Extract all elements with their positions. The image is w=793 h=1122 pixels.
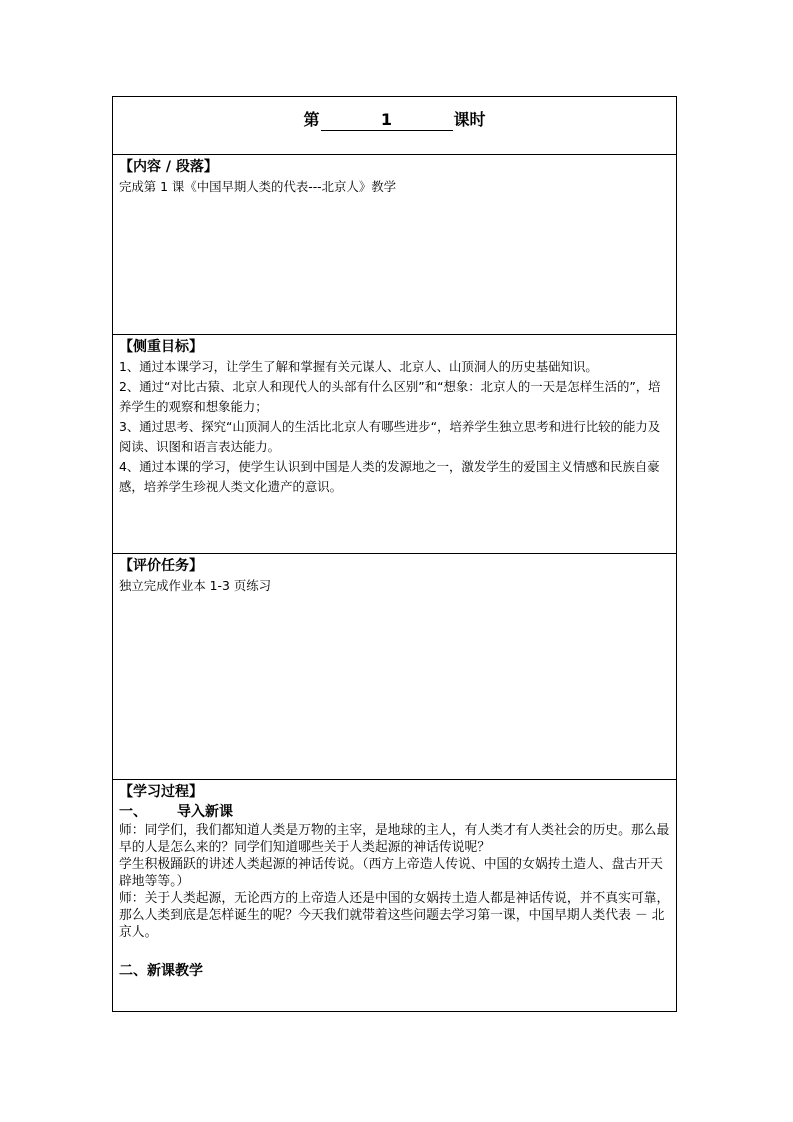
evaluation-row: [113, 554, 676, 780]
lesson-number: 1: [321, 110, 453, 131]
lesson-title: [113, 107, 676, 131]
title-prefix: 第: [303, 110, 320, 129]
process-paragraph: 师：关于人类起源，无论西方的上帝造人还是中国的女娲抟土造人都是神话传说，并不真实可靠，那么人类到底是怎样诞生的呢？今天我们就带着这些问题去学习第一课，中国早期人类代表 － 北京人。: [119, 891, 670, 940]
goal-item: 1、通过本课学习，让学生了解和掌握有关元谋人、北京人、山顶洞人的历史基础知识。: [119, 359, 598, 374]
content-text: 完成第 1 课《中国早期人类的代表---北京人》教学: [119, 179, 396, 194]
section-one-number: 一、: [119, 804, 147, 820]
spacer: [119, 941, 670, 961]
content-heading: 【内容 / 段落】: [119, 159, 218, 175]
section-one-heading: [119, 802, 670, 822]
section-two-heading: 二、新课教学: [119, 963, 203, 979]
lesson-plan-table: [112, 96, 677, 1012]
goals-heading: 【侧重目标】: [119, 339, 203, 355]
evaluation-heading: 【评价任务】: [119, 558, 203, 574]
title-suffix: 课时: [453, 110, 486, 129]
goals-row: [113, 335, 676, 554]
goal-item: 2、通过“对比古猿、北京人和现代人的头部有什么区别”和“想象：北京人的一天是怎样生活的”，培养学生的观察和想象能力；: [119, 379, 661, 414]
title-row: [113, 97, 676, 155]
process-paragraph: 师：同学们，我们都知道人类是万物的主宰，是地球的主人，有人类才有人类社会的历史。那么最早的人是怎么来的？同学们知道哪些关于人类起源的神话传说呢？: [119, 823, 670, 855]
section-one-title: 导入新课: [177, 804, 233, 820]
evaluation-text: 独立完成作业本 1-3 页练习: [119, 578, 272, 593]
process-paragraph: 学生积极踊跃的讲述人类起源的神话传说。（西方上帝造人传说、中国的女娲抟土造人、盘古开天辟地等等。）: [119, 857, 663, 889]
goal-item: 4、通过本课的学习，使学生认识到中国是人类的发源地之一，激发学生的爱国主义情感和民族自豪感，培养学生珍视人类文化遗产的意识。: [119, 459, 660, 494]
process-heading: 【学习过程】: [119, 784, 203, 800]
content-row: [113, 155, 676, 335]
goal-item: 3、通过思考、探究“山顶洞人的生活比北京人有哪些进步“，培养学生独立思考和进行比较的能力及阅读、识图和语言表达能力。: [119, 419, 661, 454]
process-row: [113, 780, 676, 1012]
